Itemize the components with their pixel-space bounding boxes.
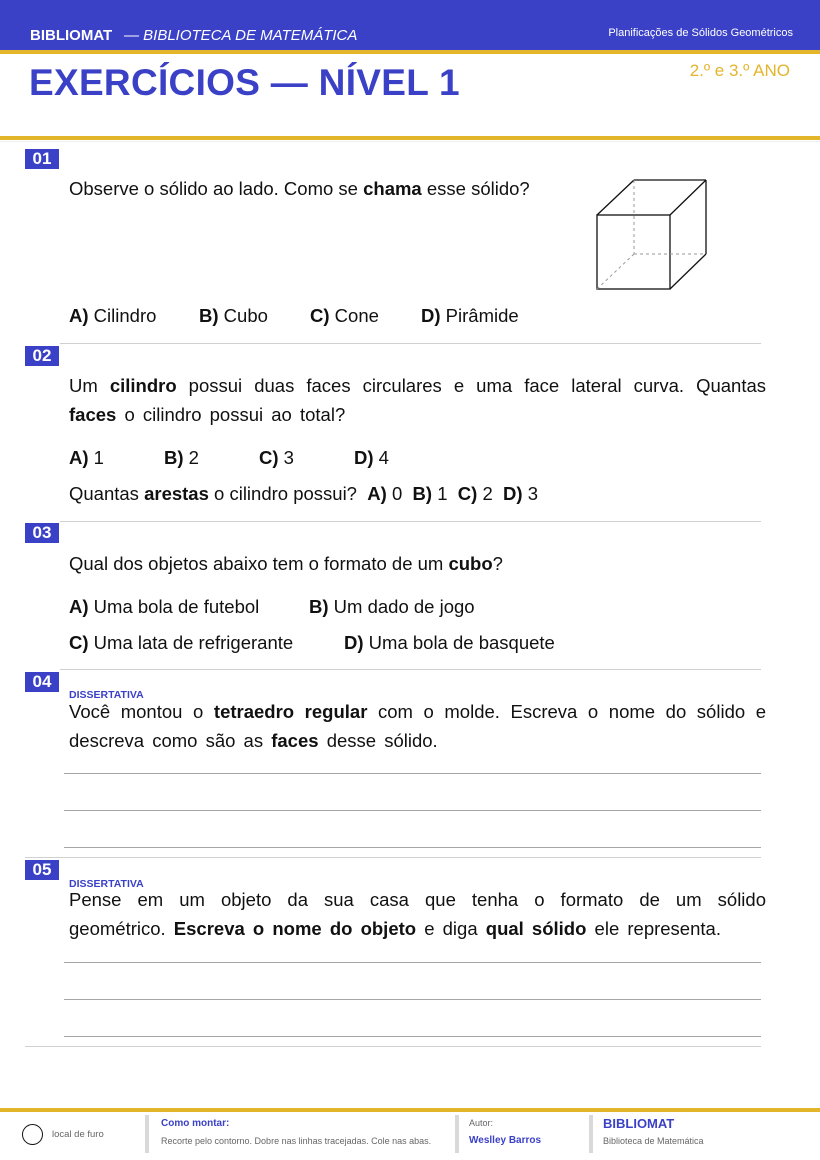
author-name: Weslley Barros <box>469 1135 542 1146</box>
answer-line[interactable] <box>64 847 761 848</box>
option-b[interactable]: B) 2 <box>164 447 199 468</box>
followup-option-c[interactable]: C) 2 <box>457 483 493 504</box>
cube-drawing <box>590 174 715 296</box>
footer-separator <box>455 1115 459 1153</box>
how-to-title: Como montar: <box>161 1118 230 1129</box>
question-number: 03 <box>25 523 59 543</box>
grade-label: 2.º e 3.º ANO <box>689 61 790 80</box>
question-number: 04 <box>25 672 59 692</box>
followup-option-a[interactable]: A) 0 <box>367 483 403 504</box>
followup-question: Quantas arestas o cilindro possui? A) 0 B) 1 C) 2 D) 3 <box>69 483 538 504</box>
footer-separator <box>589 1115 593 1153</box>
title-gold-line <box>0 136 820 140</box>
title-shadow-line <box>0 141 820 142</box>
header-gold-line <box>0 50 820 54</box>
page-title: EXERCÍCIOS — NÍVEL 1 <box>29 62 460 103</box>
section-divider <box>25 1046 761 1047</box>
followup-option-b[interactable]: B) 1 <box>412 483 448 504</box>
question-text: Qual dos objetos abaixo tem o formato de um cubo? <box>69 553 503 574</box>
option-d[interactable]: D) Pirâmide <box>421 305 519 326</box>
option-b[interactable]: B) Cubo <box>199 305 268 326</box>
question-type-tag: DISSERTATIVA <box>69 689 144 701</box>
header-bar <box>0 0 820 50</box>
option-d[interactable]: D) Uma bola de basquete <box>344 632 555 653</box>
followup-option-d[interactable]: D) 3 <box>503 483 538 504</box>
author-label: Autor: <box>469 1118 494 1128</box>
question-type-tag: DISSERTATIVA <box>69 878 144 890</box>
answer-line[interactable] <box>64 1036 761 1037</box>
footer-gold-line <box>0 1108 820 1112</box>
option-a[interactable]: A) Cilindro <box>69 305 157 326</box>
question-divider <box>60 669 761 670</box>
question-number: 02 <box>25 346 59 366</box>
question-text: Você montou o tetraedro regular com o molde. Escreva o nome do sólido e descreva como são as faces desse sólido. <box>69 701 767 751</box>
question-divider <box>60 521 761 522</box>
answer-line[interactable] <box>64 962 761 963</box>
option-c[interactable]: C) Cone <box>310 305 379 326</box>
option-a[interactable]: A) 1 <box>69 447 104 468</box>
brand-subtitle: — BIBLIOTECA DE MATEMÁTICA <box>124 27 358 44</box>
answer-line[interactable] <box>64 999 761 1000</box>
topic-label: Planificações de Sólidos Geométricos <box>608 27 793 39</box>
footer-separator <box>145 1115 149 1153</box>
question-text: Um cilindro possui duas faces circulares e uma face lateral curva. Quantas faces o cilindro possui ao total? <box>69 375 767 425</box>
question-number: 01 <box>25 149 59 169</box>
answer-line[interactable] <box>64 773 761 774</box>
hole-label: local de furo <box>52 1129 104 1140</box>
option-a[interactable]: A) Uma bola de futebol <box>69 596 260 617</box>
question-text: Pense em um objeto da sua casa que tenha o formato de um sólido geométrico. Escreva o nome do objeto e diga qual sólido ele representa. <box>69 889 766 939</box>
brand-name: BIBLIOMAT <box>30 27 113 44</box>
hole-circle-icon <box>22 1124 43 1145</box>
option-c[interactable]: C) 3 <box>259 447 294 468</box>
question-divider <box>25 857 761 858</box>
option-c[interactable]: C) Uma lata de refrigerante <box>69 632 294 653</box>
footer-brand: BIBLIOMAT <box>603 1116 675 1131</box>
footer-brand-subtitle: Biblioteca de Matemática <box>603 1136 704 1146</box>
option-d[interactable]: D) 4 <box>354 447 389 468</box>
how-to-text: Recorte pelo contorno. Dobre nas linhas tracejadas. Cole nas abas. <box>161 1136 432 1146</box>
question-divider <box>60 343 761 344</box>
question-text: Observe o sólido ao lado. Como se chama esse sólido? <box>69 178 530 199</box>
question-number: 05 <box>25 860 59 880</box>
answer-line[interactable] <box>64 810 761 811</box>
option-b[interactable]: B) Um dado de jogo <box>309 596 475 617</box>
